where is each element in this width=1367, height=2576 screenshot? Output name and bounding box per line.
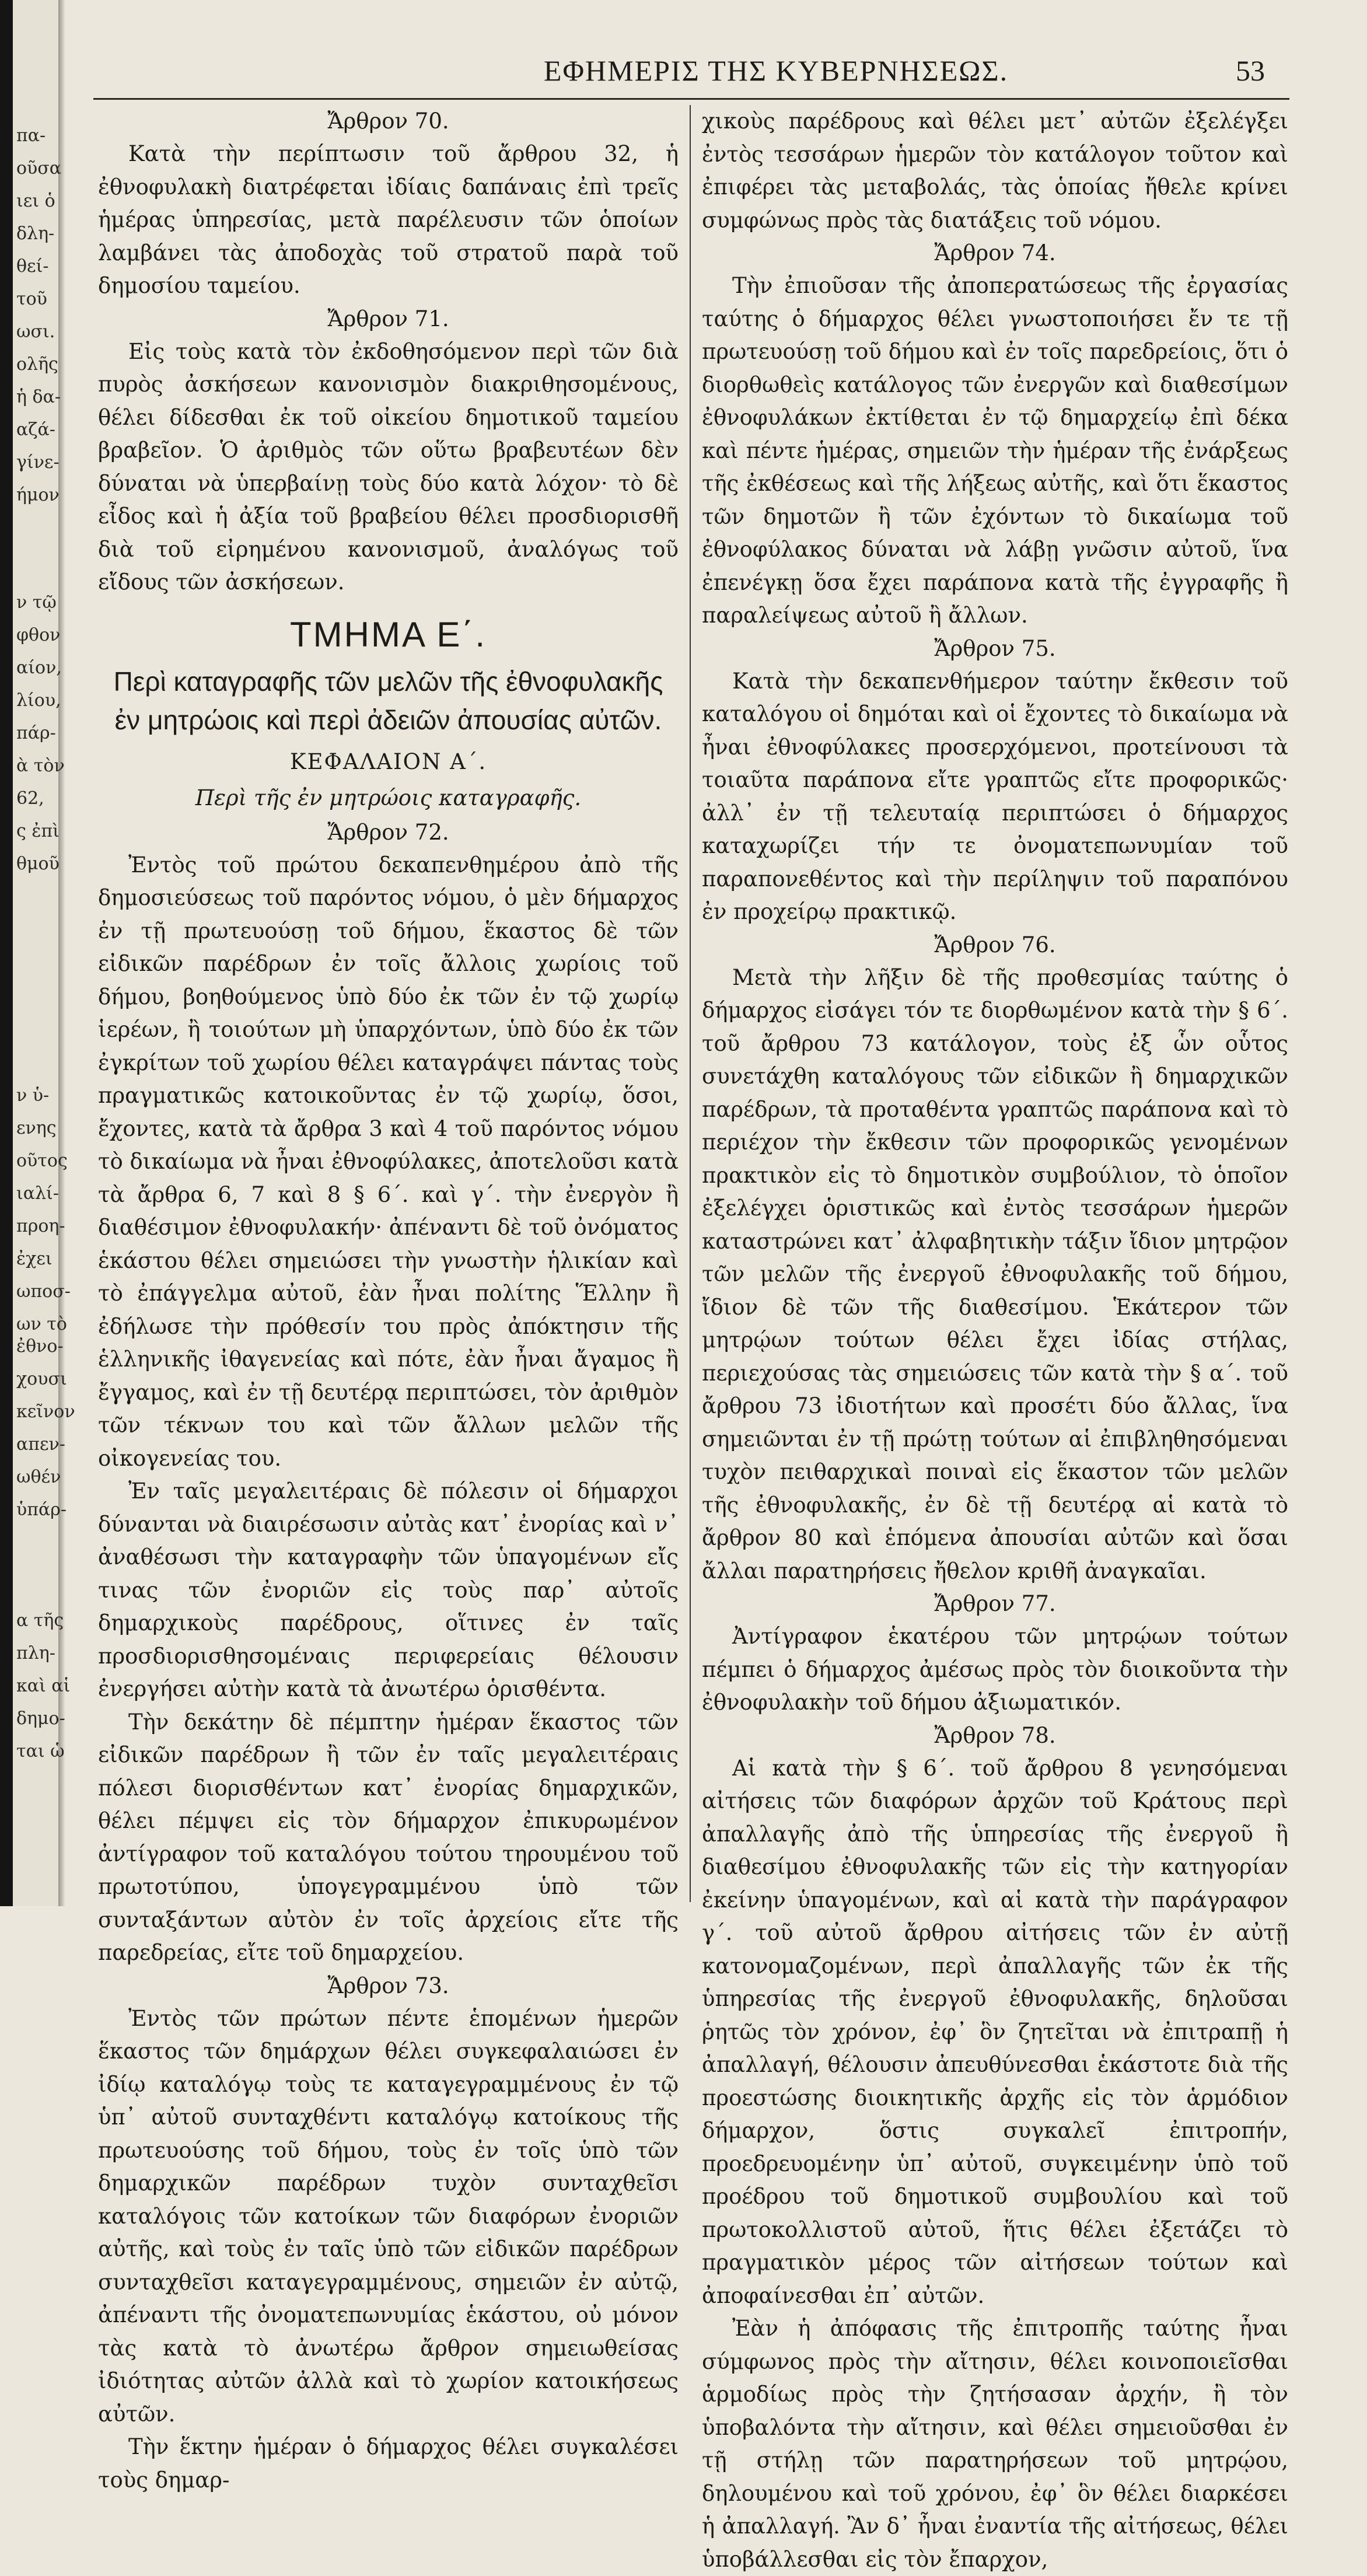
article-73-text-2: Τὴν ἕκτην ἡμέραν ὁ δήμαρχος θέλει συγκαλέσει τοὺς δημαρ- <box>98 2434 679 2493</box>
facing-page-fragment: γίνε- <box>16 452 60 473</box>
facing-page-fragment: ται ὡ <box>16 1741 65 1761</box>
article-75-text: Κατὰ τὴν δεκαπενθήμερον ταύτην ἔκθεσιν τοῦ καταλόγου οἱ δημόται καὶ οἱ ἔχοντες τὸ δικαίωμα νὰ ἦναι ἐθνοφύλακες προσερχόμενοι, προτείνουσι τὰ τοιαῦτα παράπονα εἴτε γραπτῶς εἴτε προφορικῶς· ἀλλ᾿ ἐν τῇ τελευταίᾳ περιπτώσει ὁ δήμαρχος καταχωρίζει τήν τε ὀνοματεπωνυμίαν τοῦ παραπονεθέντος καὶ τὴν περίληψιν τοῦ παραπόνου ἐν προχείρῳ πρακτικῷ. <box>702 668 1288 924</box>
facing-page-fragment: προη- <box>16 1216 65 1236</box>
facing-page-fragment: α τῆς <box>16 1610 64 1631</box>
article-76-heading: Ἄρθρον 76. <box>934 932 1056 957</box>
facing-page-fragment: τοῦ <box>16 289 47 309</box>
facing-page-fragment: οῦτος <box>16 1151 68 1171</box>
facing-page-fragment: ὑπάρ- <box>16 1500 67 1520</box>
article-75-heading: Ἄρθρον 75. <box>934 635 1056 661</box>
article-78-heading: Ἄρθρον 78. <box>934 1722 1056 1748</box>
facing-page-fragment: ενης <box>16 1118 57 1138</box>
facing-page-fragment: πα- <box>16 125 46 146</box>
section-title: ΤΜΗΜΑ Ε΄. <box>290 614 487 654</box>
facing-page-fragment: θμοῦ <box>16 854 60 874</box>
facing-page-fragment: οῦσα <box>16 158 62 179</box>
facing-page-fragment: ήμον <box>16 485 60 505</box>
article-73-heading: Ἄρθρον 73. <box>327 1973 449 1998</box>
article-72-text-2: Ἐν ταῖς μεγαλειτέραις δὲ πόλεσιν οἱ δήμαρχοι δύνανται νὰ διαιρέσωσιν αὐτὰς κατ᾿ ἐνορίας καὶ ν᾿ ἀναθέσωσι τὴν καταγραφὴν τῶν ὑπαγομένων εἴς τινας τῶν ἐνοριῶν εἰς τοὺς παρ᾿ αὐτοῖς δημαρχικοὺς παρέδρους, οἵτινες ἐν ταῖς προσδιορισθησομέναις περιφερείαις θέλουσιν ἐνεργήσει αὐτὴν κατὰ τὰ ἀνωτέρω ὁρισθέντα. <box>98 1479 679 1701</box>
article-74-text: Τὴν ἐπιοῦσαν τῆς ἀποπερατώσεως τῆς ἐργασίας ταύτης ὁ δήμαρχος θέλει γνωστοποιήσει ἔν τε τῇ πρωτευούσῃ τοῦ δήμου καὶ ἐν τοῖς παρεδρείοις, ὅτι ὁ διορθωθεὶς κατάλογος τῶν ἐνεργῶν καὶ διαθεσίμων ἐθνοφυλάκων ἐκτίθεται ἐν τῷ δημαρχείῳ ἐπὶ δέκα καὶ πέντε ἡμέρας, σημειῶν τὴν ἡμέραν τῆς ἐνάρξεως τῆς ἐκθέσεως καὶ τῆς λήξεως αὐτῆς, καὶ ὅτι ἕκαστος τῶν δημοτῶν ἢ τῶν ἐχόντων τὸ δικαίωμα τοῦ ἐθνοφύλακος δύναται νὰ λάβῃ γνῶσιν αὐτοῦ, ἵνα ἐπενέγκῃ ὅσα ἔχει παράπονα κατὰ τῆς ἐγγραφῆς ἢ παραλείψεως αὐτοῦ ἢ ἄλλων. <box>702 273 1288 628</box>
column-divider <box>690 105 691 1902</box>
facing-page-fragment: ς ἐπὶ <box>16 821 60 841</box>
header-rule <box>93 98 1289 100</box>
right-column <box>702 105 1288 2572</box>
facing-page-fragment: αζά- <box>16 420 55 440</box>
continued-text: χικοὺς παρέδρους καὶ θέλει μετ᾿ αὐτῶν ἐξελέγξει ἐντὸς τεσσάρων ἡμερῶν τὸν κατάλογον τοῦτον καὶ ἐπιφέρει τὰς μεταβολάς, τὰς ὁποίας ἤθελε κρίνει συμφώνως πρὸς τὰς διατάξεις τοῦ νόμου. <box>702 109 1288 233</box>
facing-page-fragment: ν ὑ- <box>16 1085 50 1106</box>
facing-page-margin <box>0 0 75 1906</box>
chapter-title: ΚΕΦΑΛΑΙΟΝ Α΄. <box>289 749 487 774</box>
left-column <box>98 105 679 2493</box>
article-77-heading: Ἄρθρον 77. <box>934 1591 1056 1616</box>
page-header-title: ΕΦΗΜΕΡΙΣ ΤΗΣ ΚΥΒΕΡΝΗΣΕΩΣ. <box>543 54 1009 87</box>
facing-page-fragment: ὰ τὸν <box>16 756 65 776</box>
facing-page-fragment: ἐθνο- <box>16 1336 64 1357</box>
binding-edge <box>0 0 13 1906</box>
facing-page-fragment: ωποσ- <box>16 1281 71 1302</box>
facing-page-fragment: λίου, <box>16 690 61 711</box>
facing-page-fragment: κεῖνον <box>16 1401 75 1422</box>
chapter-subtitle: Περὶ τῆς ἐν μητρώοις καταγραφῆς. <box>195 785 582 810</box>
facing-page-fragment: χουσι <box>16 1369 67 1389</box>
article-77-text: Ἀντίγραφον ἑκατέρου τῶν μητρῴων τούτων πέμπει ὁ δήμαρχος ἀμέσως πρὸς τὸν διοικοῦντα τὴν ἐθνοφυλακὴν τοῦ δήμου ἀξιωματικόν. <box>702 1624 1288 1715</box>
article-72-heading: Ἄρθρον 72. <box>327 819 449 845</box>
facing-page-fragment: ων τὸ <box>16 1314 67 1334</box>
article-70-heading: Ἄρθρον 70. <box>327 109 449 134</box>
facing-page-fragment: δλη- <box>16 223 55 244</box>
page-number: 53 <box>1236 54 1265 87</box>
facing-page-fragment: αίον, <box>16 658 62 678</box>
article-70-text: Κατὰ τὴν περίπτωσιν τοῦ ἄρθρου 32, ἡ ἐθνοφυλακὴ διατρέφεται ἰδίαις δαπάναις ἐπὶ τρεῖς ἡμέρας ὑπηρεσίας, μετὰ παρέλευσιν τῶν ὁποίων λαμβάνει τὰς ἀποδοχὰς τοῦ στρατοῦ παρὰ τοῦ δημοσίου ταμείου. <box>98 141 679 298</box>
facing-page-fragment: 62, <box>16 788 44 809</box>
article-71-text: Εἰς τοὺς κατὰ τὸν ἐκδοθησόμενον περὶ τῶν διὰ πυρὸς ἀσκήσεων κανονισμὸν διακριθησομένους, θέλει δίδεσθαι ἐκ τοῦ οἰκείου δημοτικοῦ ταμείου βραβεῖον. Ὁ ἀριθμὸς τῶν οὕτω βραβευτέων δὲν δύναται νὰ ὑπερβαίνῃ τοὺς δύο κατὰ λόχον· τὸ δὲ εἶδος καὶ ἡ ἀξία τοῦ βραβείου θέλει προσδιορισθῆ διὰ τοῦ εἰρημένου κανονισμοῦ, ἀναλόγως τοῦ εἴδους τῶν ἀσκήσεων. <box>98 338 679 595</box>
facing-page-fragment: ἡ δα- <box>16 387 61 407</box>
facing-page-fragment: πλη- <box>16 1643 55 1663</box>
facing-page-fragment: ν τῷ <box>16 592 57 613</box>
facing-page-fragment: ωθέν <box>16 1467 61 1487</box>
facing-page-fragment: ωσι. <box>16 321 55 342</box>
article-73-text: Ἐντὸς τῶν πρώτων πέντε ἑπομένων ἡμερῶν ἕκαστος τῶν δημάρχων θέλει συγκεφαλαιώσει ἐν ἰδίῳ καταλόγῳ τοὺς τε καταγεγραμμένους ἐν τῷ ὑπ᾿ αὐτοῦ συνταχθέντι καταλόγῳ κατοίκους τῆς πρωτευούσης τοῦ δήμου, τοὺς ἐν τοῖς ὑπὸ τῶν δημαρχικῶν παρέδρων τυχὸν συνταχθεῖσι καταλόγοις τῶν κατοίκων τῶν διαφόρων ἐνοριῶν αὐτῆς, καὶ τοὺς ἐν ταῖς ὑπὸ τῶν εἰδικῶν παρέδρων συνταχθεῖσι καταγεγραμμένους, σημειῶν ἐν αὐτῷ, ἀπέναντι τῆς ὀνοματεπωνυμίας ἑκάστου, οὐ μόνον τὰς κατὰ τὸ ἀνωτέρω ἄρθρον σημειωθείσας ἰδιότητας αὐτῶν ἀλλὰ καὶ τὸ χωρίον κατοικήσεως αὐτῶν. <box>98 2005 679 2427</box>
facing-page-fragment: θεί- <box>16 256 49 277</box>
article-76-text: Μετὰ τὴν λῆξιν δὲ τῆς προθεσμίας ταύτης ὁ δήμαρχος εἰσάγει τόν τε διορθωμένον κατὰ τὴν § 6΄. τοῦ ἄρθρου 73 κατάλογον, τοὺς ἐξ ὧν οὗτος συνετάχθη καταλόγους τῶν εἰδικῶν ἢ δημαρχικῶν παρέδρων, τὰ προταθέντα γραπτῶς παράπονα καὶ τὸ περιέχον τὴν ἔκθεσιν τῶν προφορικῶς γενομένων πρακτικὸν εἰς τὸ δημοτικὸν συμβούλιον, τὸ ὁποῖον ἐξελέγχει ὁριστικῶς καὶ ἐντὸς τεσσάρων ἡμερῶν καταστρώνει κατ᾿ ἀλφαβητικὴν τάξιν ἴδιον μητρῷον τῶν μελῶν τῆς ἐνεργοῦ ἐθνοφυλακῆς τοῦ δήμου, ἴδιον δὲ τῶν τῆς διαθεσίμου. Ἑκάτερον τῶν μητρῴων τούτων θέλει ἔχει ἰδίας στήλας, περιεχούσας τὰς σημειώσεις τῶν κατὰ τὴν § α΄. τοῦ ἄρθρου 73 ἰδιοτήτων καὶ προσέτι δύο ἄλλας, ἵνα σημειῶνται ἐν τῇ πρώτῃ τούτων αἱ ἐπιβληθησόμεναι τυχὸν πειθαρχικαὶ ποιναὶ εἰς ἕκαστον τῶν μελῶν τῆς ἐθνοφυλακῆς, ἐν δὲ τῇ δευτέρᾳ αἱ κατὰ τὸ ἄρθρον 80 καὶ ἑπόμενα ἀπουσίαι αὐτῶν καὶ ὅσαι ἄλλαι παρατηρήσεις ἤθελον κριθῆ ἀναγκαῖαι. <box>702 964 1288 1584</box>
facing-page-fragment: δημο- <box>16 1708 65 1729</box>
facing-page-fragment: ιαλί- <box>16 1183 59 1204</box>
facing-page-fragment: ἐχει <box>16 1249 53 1269</box>
facing-page-fragment: ιει ὁ <box>16 191 55 211</box>
section-subtitle: Περὶ καταγραφῆς τῶν μελῶν τῆς ἐθνοφυλακῆς ἐν μητρώοις καὶ περὶ ἀδειῶν ἀπουσίας αὐτῶν. <box>113 666 663 735</box>
article-71-heading: Ἄρθρον 71. <box>327 306 449 331</box>
article-72-text: Ἐντὸς τοῦ πρώτου δεκαπενθημέρου ἀπὸ τῆς δημοσιεύσεως τοῦ παρόντος νόμου, ὁ μὲν δήμαρχος ἐν τῇ πρωτευούσῃ τοῦ δήμου, ἕκαστος δὲ τῶν εἰδικῶν παρέδρων ἐν τοῖς ἄλλοις χωρίοις τοῦ δήμου, βοηθούμενος ὑπὸ δύο ἐκ τῶν ἐν τῷ χωρίῳ ἱερέων, ἢ τοιούτων μὴ ὑπαρχόντων, ὑπὸ δύο ἐκ τῶν ἐγκρίτων τοῦ χωρίου θέλει καταγράψει πάντας τοὺς πραγματικῶς κατοικοῦντας ἐν τῷ χωρίῳ, ὅσοι, ἔχοντες, κατὰ τὰ ἄρθρα 3 καὶ 4 τοῦ παρόντος νόμου τὸ δικαίωμα νὰ ἦναι ἐθνοφύλακες, ἀποτελοῦσι κατὰ τὰ ἄρθρα 6, 7 καὶ 8 § 6΄. καὶ γ΄. τὴν ἐνεργὸν ἢ διαθέσιμον ἐθνοφυλακήν· ἀπέναντι δὲ τοῦ ὀνόματος ἑκάστου θέλει σημειώσει τὴν γνωστὴν ἡλικίαν καὶ τὸ ἐπάγγελμα αὐτοῦ, ἐὰν ἦναι πολίτης Ἕλλην ἢ ἐδήλωσε τὴν πρόθεσίν του πρὸς ἀπόκτησιν τῆς ἑλληνικῆς ἰθαγενείας καὶ πότε, ἐὰν ἦναι ἄγαμος ἢ ἔγγαμος, καὶ ἐν τῇ δευτέρᾳ περιπτώσει, τὸν ἀριθμὸν τῶν τέκνων του καὶ τῶν ἄλλων μελῶν τῆς οἰκογενείας του. <box>98 852 679 1471</box>
article-74-heading: Ἄρθρον 74. <box>934 240 1056 265</box>
article-78-text: Αἱ κατὰ τὴν § 6΄. τοῦ ἄρθρου 8 γενησόμεναι αἰτήσεις τῶν διαφόρων ἀρχῶν τοῦ Κράτους περὶ ἀπαλλαγῆς ἀπὸ τῆς ὑπηρεσίας τῆς ἐνεργοῦ ἢ διαθεσίμου ἐθνοφυλακῆς τῶν εἰς τὴν κατηγορίαν ἐκείνην ὑπαγομένων, καὶ αἱ κατὰ τὴν παράγραφον γ΄. τοῦ αὐτοῦ ἄρθρου αἰτήσεις τῶν ἐν αὐτῇ κατονομαζομένων, περὶ ἀπαλλαγῆς τῶν ἐκ τῆς ὑπηρεσίας τῆς ἐνεργοῦ ἐθνοφυλακῆς, δηλοῦσαι ῥητῶς τὸν χρόνον, ἐφ᾿ ὃν ζητεῖται νὰ ἐπιτραπῇ ἡ ἀπαλλαγή, θέλουσιν ἀπευθύνεσθαι ἑκάστοτε διὰ τῆς προεστώσης διοικητικῆς ἀρχῆς εἰς τὸν ἁρμόδιον δήμαρχον, ὅστις συγκαλεῖ ἐπιτροπήν, προεδρευομένην ὑπ᾿ αὐτοῦ, συγκειμένην ὑπὸ τοῦ προέδρου τοῦ δημοτικοῦ συμβουλίου καὶ τοῦ πρωτοκολλιστοῦ αὐτοῦ, ἥτις θέλει ἐξετάζει τὸ πραγματικὸν μέρος τῶν αἰτήσεων τούτων καὶ ἀποφαίνεσθαι ἐπ᾿ αὐτῶν. <box>702 1755 1288 2308</box>
facing-page-fragment: απεν- <box>16 1434 65 1455</box>
facing-page-fragment: ολῆς <box>16 354 58 375</box>
article-78-text-2: Ἐὰν ἡ ἀπόφασις τῆς ἐπιτροπῆς ταύτης ἦναι σύμφωνος πρὸς τὴν αἴτησιν, θέλει κοινοποιεῖσθαι ἁρμοδίως πρὸς τὴν ζητήσασαν ἀρχήν, ἢ τὸν ὑποβαλόντα τὴν αἴτησιν, καὶ θέλει σημειοῦσθαι ἐν τῇ στήλῃ τῶν παρατηρήσεων τοῦ μητρῴου, δηλουμένου καὶ τοῦ χρόνου, ἐφ᾿ ὃν θέλει διαρκέσει ἡ ἀπαλλαγή. Ἂν δ᾿ ἦναι ἐναντία τῆς αἰτήσεως, θέλει ὑποβάλλεσθαι εἰς τὸν ἔπαρχον, <box>702 2316 1288 2572</box>
facing-page-fragment: πάρ- <box>16 723 56 743</box>
facing-page-fragment: καὶ αἱ <box>16 1676 71 1696</box>
article-72-text-3: Τὴν δεκάτην δὲ πέμπτην ἡμέραν ἕκαστος τῶν εἰδικῶν παρέδρων ἢ τῶν ἐν ταῖς μεγαλειτέραις πόλεσι διορισθέντων κατ᾿ ἐνορίας δημαρχικῶν, θέλει πέμψει εἰς τὸν δήμαρχον ἐπικυρωμένον ἀντίγραφον τοῦ καταλόγου τούτου τηρουμένου τοῦ πρωτοτύπου, ὑπογεγραμμένου ὑπὸ τῶν συνταξάντων αὐτὸν ἐν τοῖς ἀρχείοις εἴτε τῆς παρεδρείας, εἴτε τοῦ δημαρχείου. <box>98 1709 679 1965</box>
facing-page-fragment: φθον <box>16 625 61 645</box>
